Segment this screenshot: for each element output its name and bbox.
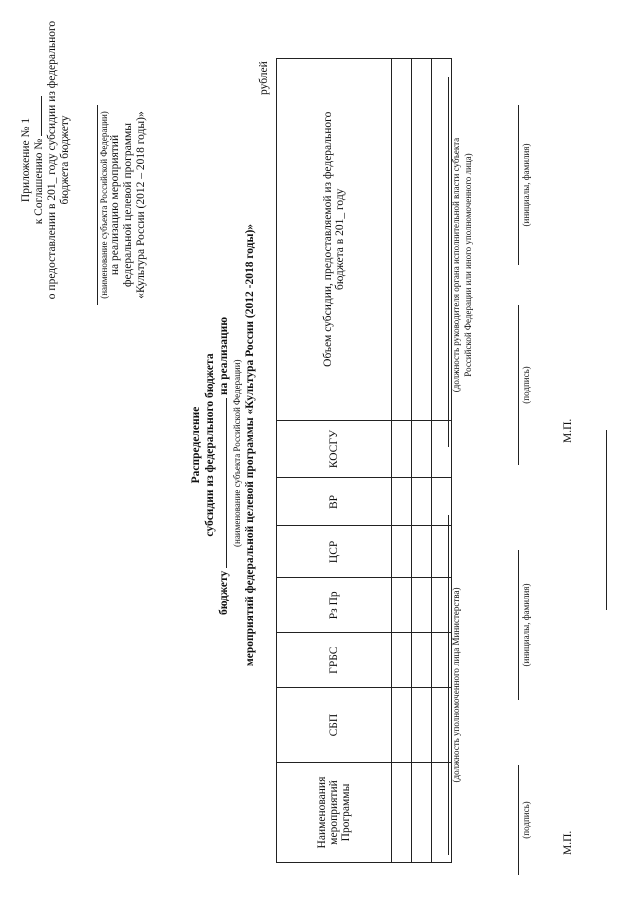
title-line-3-right: на реализацию — [218, 316, 230, 395]
table-cell — [412, 633, 432, 688]
recipient-caption: (наименование субъекта Российской Федерации) — [99, 111, 109, 299]
recipient-block — [97, 105, 148, 305]
title-line-3-caption: (наименование субъекта Российской Федерации) — [232, 359, 242, 547]
header-rz-pr: Рз Пр — [277, 578, 392, 633]
region-name-caption: (инициалы, фамилия) — [521, 143, 531, 227]
appendix-header — [20, 15, 72, 305]
header-vr: ВР — [277, 478, 392, 526]
table-cell — [392, 688, 412, 763]
header-program-events: Наименования мероприятий Программы — [277, 763, 392, 863]
region-position-caption-2: Российской Федерации или иного уполномоченного лица) — [463, 153, 473, 377]
table-cell — [392, 59, 412, 421]
recipient-line-2: федеральной целевой программы — [122, 123, 134, 287]
table-cell — [392, 526, 412, 578]
table-cell — [392, 578, 412, 633]
title-line-3 — [218, 195, 231, 615]
ministry-stamp: М.П. — [562, 830, 574, 855]
appendix-line-2: к Соглашению № — [33, 15, 46, 305]
table-cell — [412, 688, 432, 763]
recipient-line-3: «Культура России (2012 – 2018 годы)» — [135, 111, 147, 299]
table-cell — [412, 420, 432, 478]
title-line-3-left: бюджету — [218, 570, 230, 615]
region-signature-caption: (подпись) — [521, 366, 531, 404]
header-kosgu: КОСГУ — [277, 420, 392, 478]
ministry-signature-caption: (подпись) — [521, 801, 531, 839]
table-header-row — [277, 59, 392, 863]
table-cell — [392, 763, 412, 863]
header-sbp: СБП — [277, 688, 392, 763]
appendix-line-1: Приложение № 1 — [20, 117, 32, 203]
table-cell — [412, 478, 432, 526]
table-cell — [412, 578, 432, 633]
table-cell — [412, 59, 432, 421]
ministry-position-caption: (должность уполномоченного лица Министерства) — [451, 587, 461, 783]
table-cell — [392, 420, 412, 478]
header-subsidy-volume: Объем субсидии, предоставляемой из федерального бюджета в 201_ году — [277, 59, 392, 421]
ministry-name-caption: (инициалы, фамилия) — [521, 583, 531, 667]
table-cell — [412, 526, 432, 578]
header-grbs: ГРБС — [277, 633, 392, 688]
title-line-4: мероприятий федеральной целевой программы «Культура России (2012 -2018 годы)» — [244, 223, 256, 667]
title-line-2: субсидии из федерального бюджета — [204, 353, 216, 537]
region-position-caption-1: (должность руководителя органа исполнительной власти субъекта — [451, 137, 461, 393]
table-cell — [392, 633, 412, 688]
subsidy-table — [276, 58, 452, 863]
header-csr: ЦСР — [277, 526, 392, 578]
table-row — [412, 59, 432, 863]
region-stamp: М.П. — [562, 418, 574, 443]
appendix-line-3: о предоставлении в 201_ году субсидии из федерального — [46, 20, 58, 300]
appendix-line-4: бюджета бюджету — [59, 115, 71, 205]
table-cell — [392, 478, 412, 526]
table-row — [392, 59, 412, 863]
recipient-line-1: на реализацию мероприятий — [109, 134, 121, 276]
table-cell — [412, 763, 432, 863]
title-line-1: Распределение — [190, 406, 202, 484]
currency-label: рублей — [258, 61, 270, 95]
